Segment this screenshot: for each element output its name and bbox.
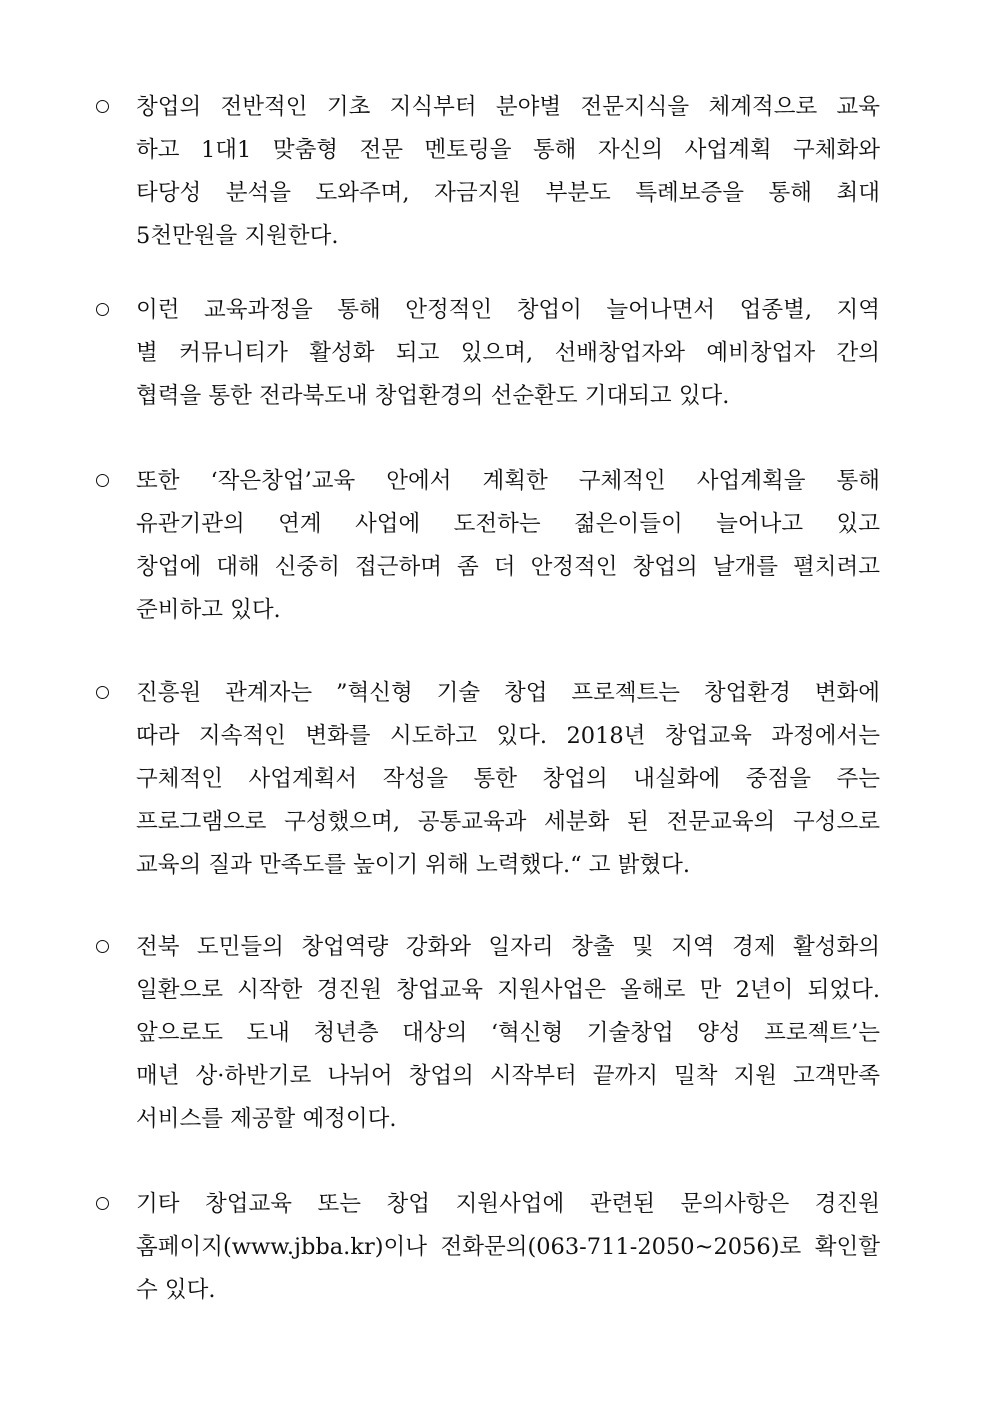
circle-bullet-icon — [96, 474, 109, 487]
paragraph-line: 또한 ‘작은창업’교육 안에서 계획한 구체적인 사업계획을 통해 — [136, 468, 880, 494]
circle-bullet-icon — [96, 940, 109, 953]
paragraph-line: 협력을 통한 전라북도내 창업환경의 선순환도 기대되고 있다. — [136, 383, 730, 409]
paragraph-line: 구체적인 사업계획서 작성을 통한 창업의 내실화에 중점을 주는 — [136, 766, 880, 792]
circle-bullet-icon — [96, 303, 109, 316]
paragraph-line: 하고 1대1 맞춤형 전문 멘토링을 통해 자신의 사업계획 구체화와 — [136, 137, 880, 163]
paragraph-line: 창업의 전반적인 기초 지식부터 분야별 전문지식을 체계적으로 교육 — [136, 94, 880, 120]
paragraph-line: 기타 창업교육 또는 창업 지원사업에 관련된 문의사항은 경진원 — [136, 1191, 880, 1217]
paragraph-line: 따라 지속적인 변화를 시도하고 있다. 2018년 창업교육 과정에서는 — [136, 723, 880, 749]
circle-bullet-icon — [96, 686, 109, 699]
paragraph-line: 홈페이지(www.jbba.kr)이나 전화문의(063-711-2050~2056)로 확인할 — [136, 1234, 880, 1260]
paragraph-line: 5천만원을 지원한다. — [136, 223, 339, 249]
paragraph-line: 준비하고 있다. — [136, 597, 281, 623]
paragraph-line: 별 커뮤니티가 활성화 되고 있으며, 선배창업자와 예비창업자 간의 — [136, 340, 880, 366]
paragraph-line: 진흥원 관계자는 ”혁신형 기술 창업 프로젝트는 창업환경 변화에 — [136, 680, 880, 706]
circle-bullet-icon — [96, 100, 109, 113]
circle-bullet-icon — [96, 1197, 109, 1210]
paragraph-line: 이런 교육과정을 통해 안정적인 창업이 늘어나면서 업종별, 지역 — [136, 297, 880, 323]
paragraph-line: 매년 상·하반기로 나뉘어 창업의 시작부터 끝까지 밀착 지원 고객만족 — [136, 1063, 880, 1089]
paragraph-line: 타당성 분석을 도와주며, 자금지원 부분도 특례보증을 통해 최대 — [136, 180, 880, 206]
paragraph-line: 유관기관의 연계 사업에 도전하는 젊은이들이 늘어나고 있고 — [136, 511, 880, 537]
paragraph-line: 일환으로 시작한 경진원 창업교육 지원사업은 올해로 만 2년이 되었다. — [136, 977, 880, 1003]
paragraph-line: 앞으로도 도내 청년층 대상의 ‘혁신형 기술창업 양성 프로젝트’는 — [136, 1020, 880, 1046]
paragraph-line: 수 있다. — [136, 1277, 216, 1303]
paragraph-line: 프로그램으로 구성했으며, 공통교육과 세분화 된 전문교육의 구성으로 — [136, 809, 880, 835]
paragraph-line: 전북 도민들의 창업역량 강화와 일자리 창출 및 지역 경제 활성화의 — [136, 934, 880, 960]
paragraph-line: 교육의 질과 만족도를 높이기 위해 노력했다.“ 고 밝혔다. — [136, 852, 691, 878]
paragraph-line: 창업에 대해 신중히 접근하며 좀 더 안정적인 창업의 날개를 펼치려고 — [136, 554, 880, 580]
paragraph-line: 서비스를 제공할 예정이다. — [136, 1106, 397, 1132]
